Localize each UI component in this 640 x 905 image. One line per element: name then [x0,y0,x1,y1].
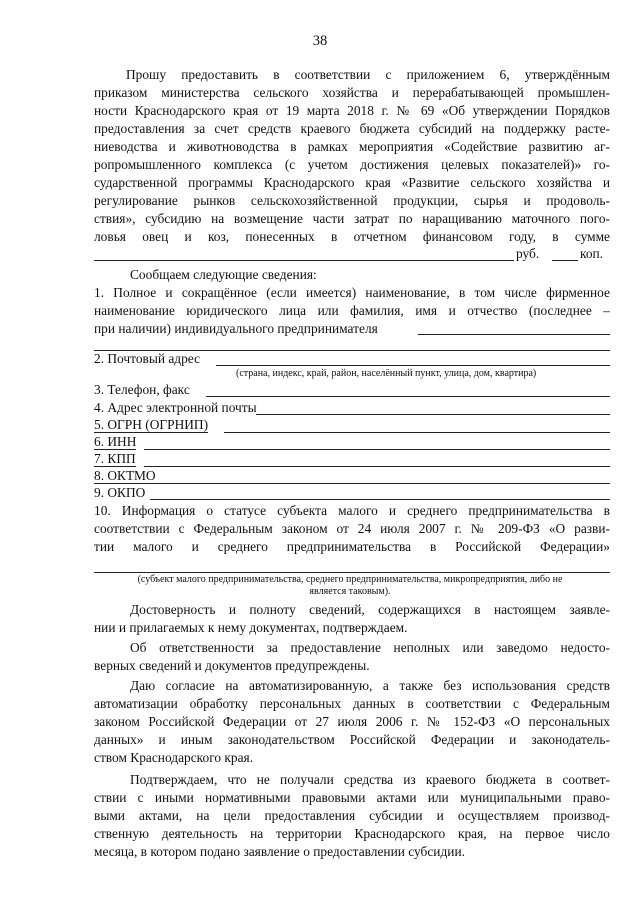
no-funds-line-4: ственную деятельность на территории Краснодарского края, на первое число [94,826,610,841]
item10-line-1: 10. Информация о статусе субъекта малого и среднего предпринимательства в [94,503,610,518]
item1-line-1: 1. Полное и сокращённое (если имеется) наименование, в том числе фирменное [94,285,610,300]
consent-line-5: ством Краснодарского края. [94,750,254,765]
email-label: 4. Адрес электронной почты [94,400,257,415]
kpp-label: 7. КПП [94,451,136,466]
item10-line-3: тии малого и среднего предпринимательства в Российской Федерации» [94,539,610,554]
amount-field[interactable] [94,260,514,261]
request-line-8: регулирование рынков сельскохозяйственной продукции, сырья и продоволь- [94,193,610,208]
page-number: 38 [312,33,328,49]
request-line-1: Прошу предоставить в соответствии с приложением 6, утверждённым [126,67,610,82]
consent-line-4: данных» и иным законодательством Российской Федерации и законодатель- [94,732,610,747]
postal-address-field[interactable] [216,365,610,366]
no-funds-line-1: Подтверждаем, что не получали средства из краевого бюджета в соответ- [130,772,610,787]
amount-rub-label: руб. [516,246,540,261]
ogrn-label: 5. ОГРН (ОГРНИП) [94,417,209,432]
sme-status-hint-1: (субъект малого предпринимательства, среднего предпринимательства, микропредприятия, либо не [137,574,563,585]
request-line-3: ности Краснодарского края от 19 марта 2018 г. № 69 «Об утверждении Порядков [94,103,610,118]
phone-fax-field[interactable] [206,396,610,397]
inn-field[interactable] [144,449,610,450]
no-funds-line-2: ствии с иными нормативными правовыми актами или муниципальными право- [94,790,610,805]
item1-line-2: наименование юридического лица или фамилия, имя и отчество (последнее – [94,303,610,318]
kpp-field[interactable] [144,466,610,467]
consent-line-3: законом Российской Федерации от 27 июля 2006 г. № 152-ФЗ «О персональных [94,714,610,729]
oktmo-field[interactable] [156,483,610,484]
request-line-7: сударственной программы Краснодарского края «Развитие сельского хозяйства и [94,175,610,190]
request-line-9: ствия», субсидию на возмещение части затрат по наращиванию маточного пого- [94,211,610,226]
sme-status-hint-2: является таковым). [309,586,391,597]
no-funds-line-3: выми актами, на цели предоставления субсидии и осуществляем производ- [94,808,610,823]
okpo-field[interactable] [150,499,610,500]
ogrn-field[interactable] [224,432,610,433]
request-line-6: ропромышленного комплекса (с учетом достижения целевых показателей)» го- [94,157,610,172]
item10-line-2: соответствии с Федеральным законом от 24 июля 2007 г. № 209-ФЗ «О разви- [94,521,610,536]
postal-address-hint: (страна, индекс, край, район, населённый пункт, улица, дом, квартира) [236,368,537,379]
request-line-10: ловья овец и коз, понесенных в отчетном финансовом году, в сумме [94,229,610,244]
item1-line-3: при наличии) индивидуального предпринимателя [94,321,378,336]
consent-line-1: Даю согласие на автоматизированную, а также без использования средств [130,678,610,693]
request-line-5: ниеводства и животноводства в рамках мероприятия «Содействие развитию аг- [94,139,610,154]
responsibility-line-2: верных сведений и документов предупреждены. [94,658,370,673]
amount-kop-field[interactable] [552,260,578,261]
no-funds-line-5: месяца, в котором подано заявление о предоставлении субсидии. [94,844,465,859]
request-line-2: приказом министерства сельского хозяйства и перерабатывающей промышлен- [94,85,610,100]
consent-line-2: автоматизации обработку персональных данных в соответствии с Федеральным [94,696,610,711]
name-field[interactable] [418,334,610,335]
confirm-line-1: Достоверность и полноту сведений, содержащихся в настоящем заявле- [130,602,610,617]
email-field[interactable] [256,414,610,415]
sme-status-field[interactable] [94,572,610,573]
phone-fax-label: 3. Телефон, факс [94,382,190,397]
oktmo-label: 8. ОКТМО [94,468,156,483]
info-intro: Сообщаем следующие сведения: [130,267,317,282]
confirm-line-2: нии и прилагаемых к нему документах, подтверждаем. [94,620,408,635]
postal-address-label: 2. Почтовый адрес [94,351,201,366]
request-line-4: предоставления за счет средств краевого бюджета субсидий на поддержку расте- [94,121,610,136]
inn-label: 6. ИНН [94,434,137,449]
okpo-label: 9. ОКПО [94,485,146,500]
responsibility-line-1: Об ответственности за предоставление неполных или заведомо недосто- [130,640,610,655]
amount-kop-label: коп. [580,246,604,261]
